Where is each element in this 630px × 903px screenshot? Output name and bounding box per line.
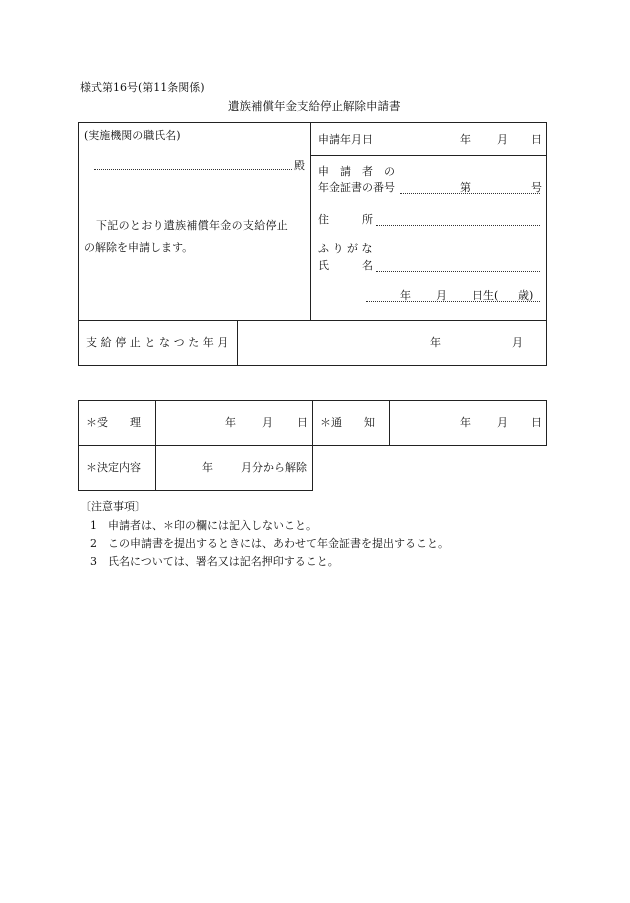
furigana-label: ふ り が な [318, 242, 373, 255]
application-day-unit: 日 [531, 133, 542, 146]
birth-month-unit: 月 [436, 289, 447, 302]
decision-text: 月分から解除 [241, 461, 307, 474]
honorific: 殿 [294, 159, 305, 172]
age-unit: 歳) [518, 289, 534, 302]
notice-year-unit: 年 [460, 416, 471, 429]
agency-label: (実施機関の職氏名) [84, 129, 181, 142]
form-title: 遺族補償年金支給停止解除申請書 [228, 99, 401, 113]
address-label: 住 所 [318, 213, 373, 226]
pension-label-line2: 年金証書の番号 [318, 181, 395, 194]
notice-day-unit: 日 [531, 416, 542, 429]
receipt-month-unit: 月 [262, 416, 273, 429]
notice-label: ＊通 知 [320, 416, 375, 429]
receipt-day-unit: 日 [297, 416, 308, 429]
suspension-label: 支給停止となつた年月 [86, 336, 232, 349]
suspension-year-unit: 年 [430, 336, 441, 349]
decision-year-unit: 年 [202, 461, 213, 474]
name-label: 氏 名 [318, 259, 373, 272]
notes-heading: 〔注意事項〕 [80, 500, 146, 513]
decision-label: ＊決定内容 [86, 461, 141, 474]
application-date-label: 申請年月日 [318, 133, 373, 146]
notice-month-unit: 月 [497, 416, 508, 429]
note-item: 2 この申請書を提出するときには、あわせて年金証書を提出すること。 [90, 537, 449, 550]
birth-year-unit: 年 [400, 289, 411, 302]
application-year-unit: 年 [460, 133, 471, 146]
birthdate-field[interactable] [366, 301, 540, 302]
suspension-month-unit: 月 [512, 336, 523, 349]
request-text-line2: の解除を申請します。 [84, 241, 194, 254]
form-number: 様式第16号(第11条関係) [80, 81, 205, 94]
name-field[interactable] [376, 271, 540, 272]
address-field[interactable] [376, 225, 540, 226]
note-item: 3 氏名については、署名又は記名押印すること。 [90, 555, 339, 568]
receipt-year-unit: 年 [225, 416, 236, 429]
pension-label-line1: 申 請 者 の [318, 165, 395, 178]
pension-dai: 第 [460, 181, 471, 194]
pension-go: 号 [531, 181, 542, 194]
birth-day-unit: 日生( [472, 289, 499, 302]
agency-name-field[interactable] [94, 169, 292, 170]
application-month-unit: 月 [497, 133, 508, 146]
receipt-label: ＊受 理 [86, 416, 141, 429]
request-text-line1: 下記のとおり遺族補償年金の支給停止 [96, 219, 289, 232]
note-item: 1 申請者は、＊印の欄には記入しないこと。 [90, 519, 317, 532]
